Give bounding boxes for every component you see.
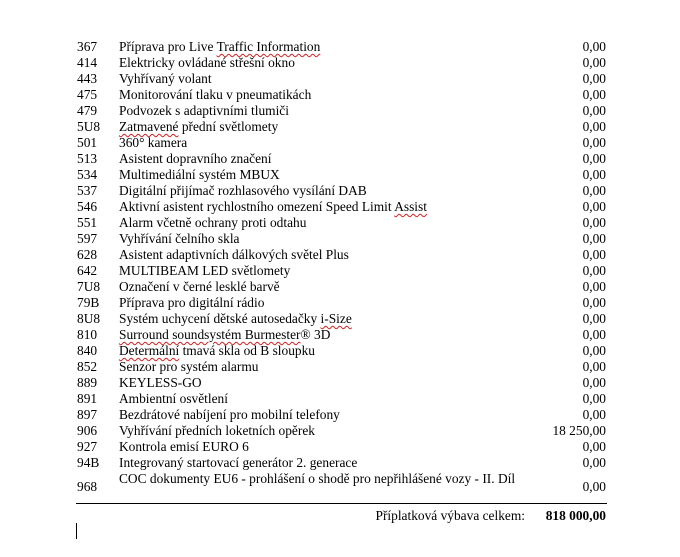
item-name: Podvozek s adaptivními tlumiči (119, 103, 289, 118)
table-row (0, 295, 680, 311)
spellcheck-mark: Traffic Information (216, 39, 321, 54)
item-name: MULTIBEAM LED světlomety (119, 263, 291, 278)
table-row (0, 39, 680, 55)
item-price: 0,00 (582, 311, 606, 326)
item-name: Bezdrátové nabíjení pro mobilní telefony (119, 407, 340, 422)
spellcheck-mark: Determální (119, 343, 180, 358)
item-price: 0,00 (582, 295, 606, 310)
item-code: 94B (77, 455, 100, 470)
item-name: Aktivní asistent rychlostního omezení Speed Limit Assist (119, 199, 427, 214)
text-cursor (76, 523, 77, 539)
item-price: 0,00 (582, 39, 606, 54)
table-row (0, 215, 680, 231)
item-price: 0,00 (582, 55, 606, 70)
item-code: 7U8 (77, 279, 101, 294)
table-row (0, 439, 680, 455)
item-price: 0,00 (582, 199, 606, 214)
item-name: COC dokumenty EU6 - prohlášení o shodě pro nepřihlášené vozy - II. Díl (119, 471, 516, 486)
item-code: 897 (77, 407, 98, 422)
table-row (0, 103, 680, 119)
item-name: Příprava pro digitální rádio (119, 295, 265, 310)
item-name: Označení v černé lesklé barvě (119, 279, 280, 294)
table-row (0, 55, 680, 71)
item-code: 79B (77, 295, 100, 310)
spellcheck-mark: Surround soundsystém Burmester (119, 327, 301, 342)
table-row (0, 359, 680, 375)
item-price: 0,00 (582, 151, 606, 166)
item-name: Asistent dopravního značení (119, 151, 272, 166)
table-row (0, 279, 680, 295)
table-row (0, 87, 680, 103)
table-row (0, 151, 680, 167)
item-price: 0,00 (582, 375, 606, 390)
table-row (0, 375, 680, 391)
item-code: 8U8 (77, 311, 101, 326)
item-name: Digitální přijímač rozhlasového vysílání DAB (119, 183, 367, 198)
item-code: 810 (77, 327, 98, 342)
item-name: Kontrola emisí EURO 6 (119, 439, 249, 454)
table-row (0, 247, 680, 263)
item-price: 0,00 (582, 71, 606, 86)
table-row (0, 423, 680, 439)
item-name: Elektricky ovládané střešní okno (119, 55, 295, 70)
item-price: 0,00 (582, 479, 606, 494)
item-code: 968 (77, 479, 98, 494)
item-code: 906 (77, 423, 98, 438)
table-row (0, 135, 680, 151)
item-name: 360° kamera (119, 135, 188, 150)
item-name: Ambientní osvětlení (119, 391, 228, 406)
item-code: 475 (77, 87, 98, 102)
item-price: 0,00 (582, 455, 606, 470)
item-price: 0,00 (582, 119, 606, 134)
item-name: Zatmavené přední světlomety (119, 119, 279, 134)
total-value: 818 000,00 (545, 508, 606, 523)
table-row (0, 183, 680, 199)
table-row (0, 71, 680, 87)
item-code: 414 (77, 55, 98, 70)
item-name: Senzor pro systém alarmu (119, 359, 259, 374)
item-name: Příprava pro Live Traffic Information (119, 39, 321, 54)
item-price: 0,00 (582, 183, 606, 198)
item-name: Multimediální systém MBUX (119, 167, 280, 182)
item-code: 840 (77, 343, 98, 358)
table-row (0, 391, 680, 407)
item-code: 597 (77, 231, 98, 246)
item-code: 889 (77, 375, 98, 390)
item-price: 18 250,00 (552, 423, 606, 438)
item-price: 0,00 (582, 359, 606, 374)
table-row (0, 167, 680, 183)
item-code: 628 (77, 247, 98, 262)
item-price: 0,00 (582, 215, 606, 230)
table-row (0, 343, 680, 359)
item-code: 367 (77, 39, 98, 54)
item-code: 546 (77, 199, 98, 214)
table-row (0, 471, 680, 504)
item-code: 852 (77, 359, 98, 374)
item-price: 0,00 (582, 231, 606, 246)
item-name: Determální tmavá skla od B sloupku (119, 343, 315, 358)
item-name: Vyhřívání čelního skla (119, 231, 240, 246)
item-price: 0,00 (582, 103, 606, 118)
total-label: Příplatková výbava celkem: (375, 508, 525, 523)
table-row (0, 199, 680, 215)
table-row (0, 455, 680, 471)
item-code: 927 (77, 439, 98, 454)
item-code: 891 (77, 391, 98, 406)
item-price: 0,00 (582, 407, 606, 422)
table-row (0, 407, 680, 423)
table-row (0, 263, 680, 279)
item-name: Alarm včetně ochrany proti odtahu (119, 215, 307, 230)
item-name: Integrovaný startovací generátor 2. generace (119, 455, 358, 470)
item-price: 0,00 (582, 279, 606, 294)
item-price: 0,00 (582, 439, 606, 454)
table-row (0, 119, 680, 135)
item-name: Vyhřívaný volant (119, 71, 212, 86)
item-code: 479 (77, 103, 98, 118)
item-code: 513 (77, 151, 98, 166)
item-code: 551 (77, 215, 98, 230)
item-code: 501 (77, 135, 98, 150)
table-row (0, 231, 680, 247)
spellcheck-mark: Zatmavené (119, 119, 179, 134)
table-row (0, 327, 680, 343)
spellcheck-mark: Assist (394, 199, 427, 214)
item-code: 537 (77, 183, 98, 198)
table-row (0, 311, 680, 327)
total-divider (76, 503, 607, 504)
item-price: 0,00 (582, 343, 606, 358)
item-price: 0,00 (582, 263, 606, 278)
item-name: Systém uchycení dětské autosedačky i-Size (119, 311, 352, 326)
item-name: Surround soundsystém Burmester® 3D (119, 327, 331, 342)
item-price: 0,00 (582, 247, 606, 262)
item-code: 443 (77, 71, 98, 86)
item-price: 0,00 (582, 135, 606, 150)
spellcheck-mark: i-Size (320, 311, 352, 326)
item-price: 0,00 (582, 327, 606, 342)
item-name: Monitorování tlaku v pneumatikách (119, 87, 312, 102)
item-name: Asistent adaptivních dálkových světel Plus (119, 247, 349, 262)
item-code: 5U8 (77, 119, 101, 134)
item-code: 642 (77, 263, 98, 278)
item-name: Vyhřívání předních loketních opěrek (119, 423, 315, 438)
item-name: KEYLESS-GO (119, 375, 202, 390)
item-price: 0,00 (582, 391, 606, 406)
item-code: 534 (77, 167, 98, 182)
item-price: 0,00 (582, 87, 606, 102)
item-price: 0,00 (582, 167, 606, 182)
